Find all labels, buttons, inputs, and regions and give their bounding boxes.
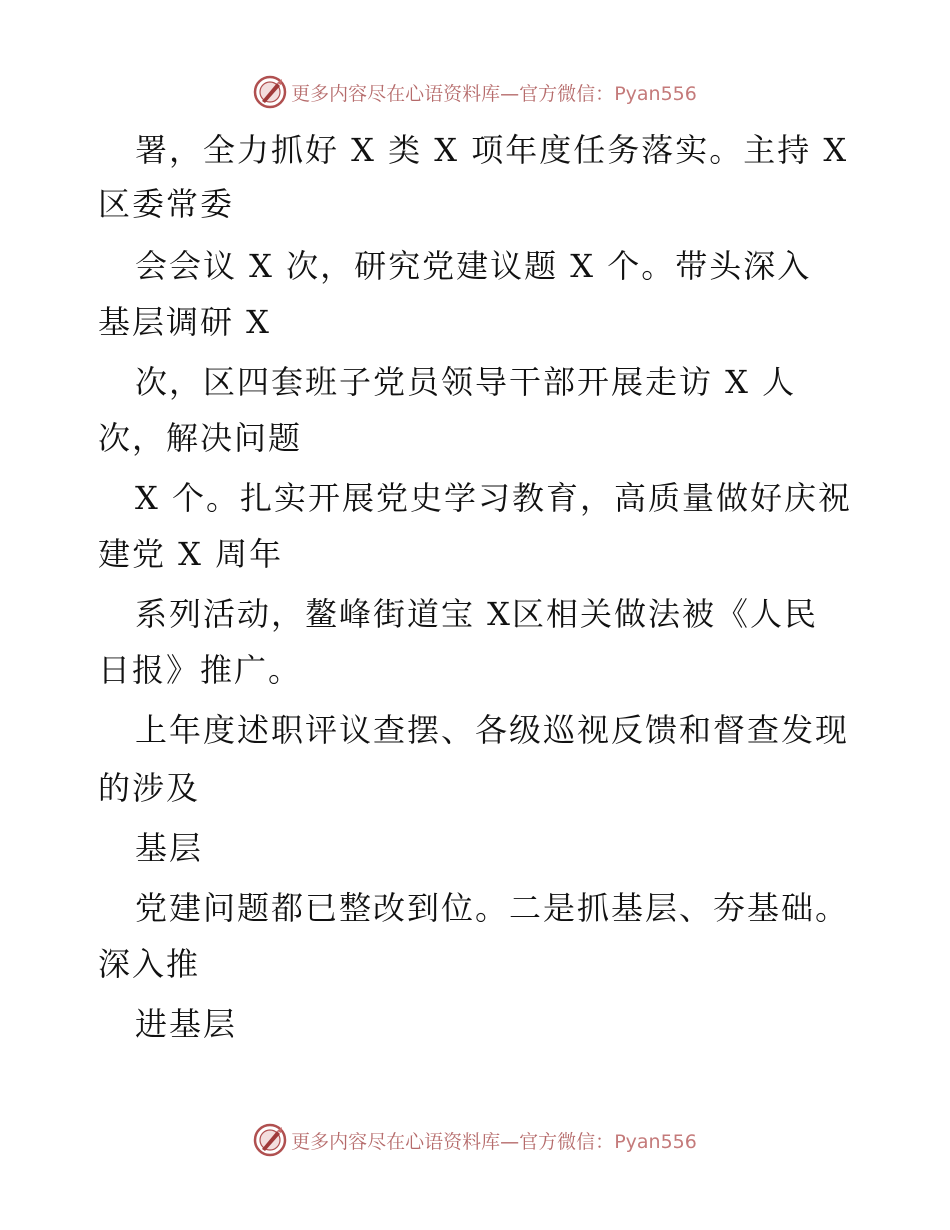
body-line: 基层 xyxy=(135,829,204,867)
watermark-text xyxy=(291,79,697,106)
body-line: 基层调研 X xyxy=(98,303,271,341)
body-line: 党建问题都已整改到位。二是抓基层、夯基础。 xyxy=(135,889,850,927)
body-line: 建党 X 周年 xyxy=(98,535,284,573)
quill-pen-logo-icon xyxy=(253,1123,287,1157)
watermark-wechat-id: Pyan556 xyxy=(614,82,697,105)
body-line: 深入推 xyxy=(98,945,201,983)
body-line: 进基层 xyxy=(135,1005,238,1043)
watermark-official-label: 官方微信： xyxy=(519,82,615,105)
watermark-main-text: 更多内容尽在心语资料库 xyxy=(291,1130,501,1153)
quill-pen-logo-icon xyxy=(253,75,287,109)
body-line: 次，区四套班子党员领导干部开展走访 X 人 xyxy=(135,363,797,401)
watermark-official-label: 官方微信： xyxy=(519,1130,615,1153)
watermark-text xyxy=(291,1127,697,1154)
body-line: 的涉及 xyxy=(98,769,201,807)
body-line: 会会议 X 次，研究党建议题 X 个。带头深入 xyxy=(135,247,812,285)
body-line: 上年度述职评议查摆、各级巡视反馈和督查发现 xyxy=(135,711,850,749)
watermark-main-text: 更多内容尽在心语资料库 xyxy=(291,82,501,105)
body-line: 次，解决问题 xyxy=(98,419,303,457)
watermark-separator: — xyxy=(500,1130,520,1153)
watermark-separator: — xyxy=(500,82,520,105)
footer-watermark xyxy=(0,1120,950,1160)
body-line: 署，全力抓好 X 类 X 项年度任务落实。主持 X xyxy=(135,131,849,169)
body-line: 系列活动，鳌峰街道宝 X区相关做法被《人民 xyxy=(135,595,818,633)
body-line: 区委常委 xyxy=(98,185,235,223)
watermark-wechat-id: Pyan556 xyxy=(614,1130,697,1153)
body-line: 日报》推广。 xyxy=(98,651,303,689)
body-line: X 个。扎实开展党史学习教育，高质量做好庆祝 xyxy=(135,479,852,517)
header-watermark xyxy=(0,72,950,112)
